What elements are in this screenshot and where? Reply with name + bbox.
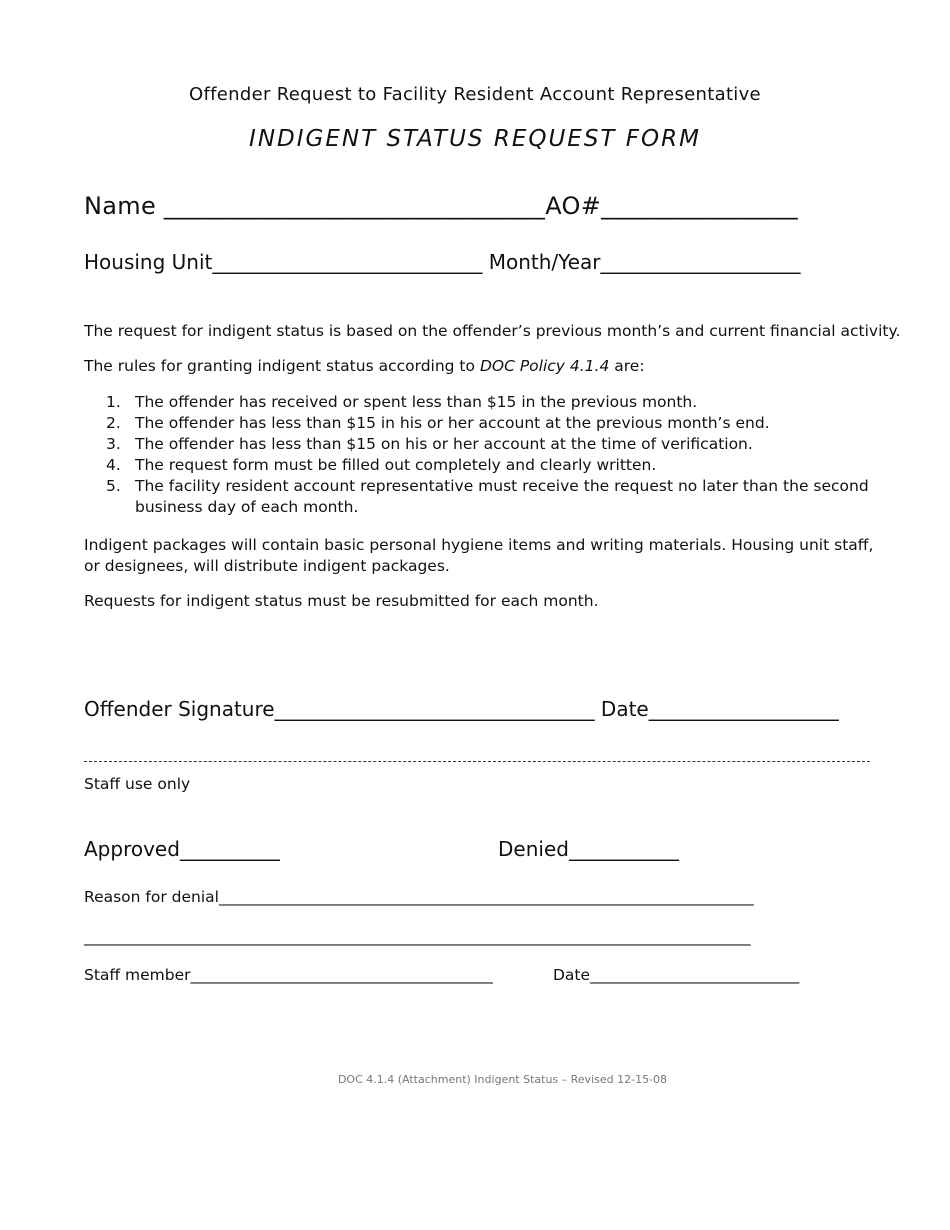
list-item xyxy=(84,455,874,476)
denied-field[interactable]: Denied___________ xyxy=(498,837,679,861)
list-number: 5. xyxy=(106,477,121,495)
list-text: The offender has less than $15 on his or her account at the time of verification. xyxy=(135,435,753,453)
rules-suffix: are: xyxy=(609,357,645,375)
form-subtitle: Offender Request to Facility Resident Account Representative xyxy=(189,84,761,105)
approved-field[interactable]: Approved__________ xyxy=(84,837,280,861)
list-number: 2. xyxy=(106,414,121,432)
list-text: The offender has received or spent less than $15 in the previous month. xyxy=(135,393,698,411)
list-number: 4. xyxy=(106,456,121,474)
list-number: 3. xyxy=(106,435,121,453)
staff-divider xyxy=(84,761,870,762)
policy-reference: DOC Policy 4.1.4 xyxy=(479,357,610,375)
reason-for-denial-field[interactable]: Reason for denial_____________________________________________________________________ xyxy=(84,888,754,906)
form-title: INDIGENT STATUS REQUEST FORM xyxy=(249,126,701,152)
rules-prefix: The rules for granting indigent status according to xyxy=(84,357,480,375)
housing-month-field[interactable]: Housing Unit___________________________ Month/Year____________________ xyxy=(84,250,801,274)
list-item xyxy=(84,413,874,434)
staff-use-label: Staff use only xyxy=(84,775,191,793)
signature-date-field[interactable]: Offender Signature________________________________ Date___________________ xyxy=(84,697,839,721)
staff-date-field[interactable]: Date___________________________ xyxy=(553,966,800,984)
name-ao-field[interactable]: Name _______________________________AO#________________ xyxy=(84,192,798,220)
list-text: The offender has less than $15 in his or her account at the previous month’s end. xyxy=(135,414,770,432)
resubmit-paragraph: Requests for indigent status must be resubmitted for each month. xyxy=(84,592,599,610)
packages-paragraph: Indigent packages will contain basic personal hygiene items and writing materials. Housing unit staff, or designees, will distribute indigent packages. xyxy=(84,536,874,575)
intro-paragraph: The request for indigent status is based on the offender’s previous month’s and current financial activity. xyxy=(84,322,901,340)
rules-intro xyxy=(84,356,645,377)
list-item xyxy=(84,476,874,518)
staff-member-field[interactable]: Staff member_______________________________________ xyxy=(84,966,493,984)
footer-revision: DOC 4.1.4 (Attachment) Indigent Status – Revised 12-15-08 xyxy=(337,1073,668,1086)
rules-list xyxy=(84,392,874,518)
list-number: 1. xyxy=(106,393,121,411)
list-text: The facility resident account representative must receive the request no later than the second business day of each month. xyxy=(135,477,869,516)
list-item xyxy=(84,392,874,413)
list-text: The request form must be filled out completely and clearly written. xyxy=(135,456,657,474)
reason-continuation-line[interactable]: ______________________________________________________________________________________ xyxy=(84,928,751,946)
list-item xyxy=(84,434,874,455)
